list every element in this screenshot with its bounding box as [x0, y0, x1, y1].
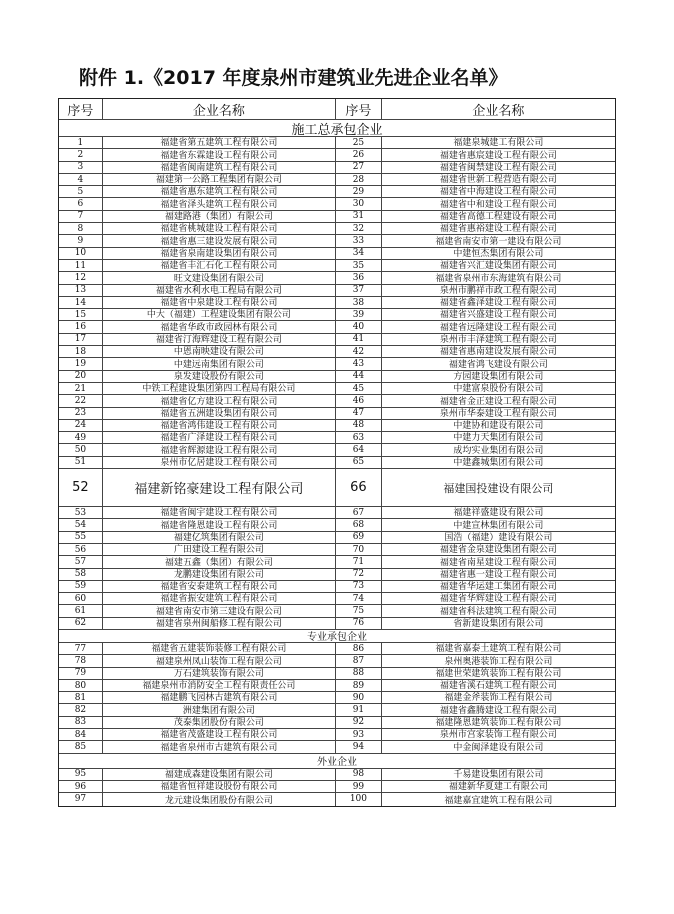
- table-row: [59, 507, 615, 519]
- row-number: 12: [59, 272, 103, 283]
- table-row: [59, 420, 615, 432]
- table-row: [59, 593, 615, 605]
- company-name: 福建省闽宇建设工程有限公司: [103, 507, 336, 518]
- company-name: 福建省安泰建筑工程有限公司: [103, 581, 336, 592]
- row-number: 49: [59, 432, 103, 443]
- company-name: 成均实业集团有限公司: [453, 445, 544, 456]
- row-number: 92: [336, 717, 382, 728]
- row-number: 15: [59, 309, 103, 320]
- row-number: 100: [336, 793, 382, 805]
- table-row: [59, 532, 615, 544]
- table-row: [59, 444, 615, 456]
- company-name: 福建省鑫腾建设工程有限公司: [439, 705, 557, 716]
- row-number: 16: [59, 321, 103, 332]
- row-number: 17: [59, 334, 103, 345]
- row-number: 88: [336, 668, 382, 679]
- table-row: [59, 717, 615, 729]
- row-number: 71: [336, 556, 382, 567]
- table-row: [59, 556, 615, 568]
- row-number: 22: [59, 395, 103, 406]
- table-row: [59, 668, 615, 680]
- company-name: 福建第一公路工程集团有限公司: [103, 174, 336, 185]
- table-row: [59, 285, 615, 297]
- row-number: 77: [59, 643, 103, 654]
- company-name: 福建省振安建筑工程有限公司: [103, 593, 336, 604]
- company-name: 万石建筑装饰有限公司: [103, 668, 336, 679]
- company-name: 龙元建设集团股份有限公司: [103, 793, 336, 805]
- table-row: [59, 544, 615, 556]
- company-name: 福建省中海建设工程有限公司: [439, 187, 557, 198]
- company-name: 福建省鸿伟建设工程有限公司: [103, 420, 336, 431]
- table-row: [59, 383, 615, 395]
- company-name: 泉州市宫家装饰工程有限公司: [439, 730, 557, 741]
- company-name: 福建世荣建筑装饰工程有限公司: [435, 668, 562, 679]
- company-name: 福建省广泽建设工程有限公司: [103, 432, 336, 443]
- row-number: 20: [59, 371, 103, 382]
- company-name: 中建协和建设有限公司: [453, 421, 544, 432]
- row-number: 31: [336, 211, 382, 222]
- row-number: 53: [59, 507, 103, 518]
- table-row: [59, 309, 615, 321]
- table-row: [59, 605, 615, 617]
- table-row: [59, 211, 615, 223]
- company-name: 福建省金泉建设集团有限公司: [439, 545, 557, 556]
- table-row: [59, 395, 615, 407]
- section-header: [59, 120, 615, 137]
- table-row: [59, 643, 615, 655]
- table-row: [59, 260, 615, 272]
- row-number: 68: [336, 519, 382, 530]
- row-number: 95: [59, 769, 103, 780]
- row-number: 82: [59, 704, 103, 715]
- company-name: 福建金斧装饰工程有限公司: [444, 693, 553, 704]
- company-name: 福建省泽头建筑工程有限公司: [103, 198, 336, 209]
- row-number: 85: [59, 741, 103, 752]
- row-number: 35: [336, 260, 382, 271]
- row-number: 36: [336, 272, 382, 283]
- header-name: 企业名称: [472, 103, 525, 119]
- company-name: 福建省南安市第一建设有限公司: [435, 236, 562, 247]
- row-number: 29: [336, 186, 382, 197]
- row-number: 24: [59, 420, 103, 431]
- row-number: 90: [336, 692, 382, 703]
- row-number: 25: [336, 137, 382, 148]
- row-number: 67: [336, 507, 382, 518]
- row-number: 45: [336, 383, 382, 394]
- company-name: 福建省南安市第三建设有限公司: [103, 605, 336, 616]
- row-number: 83: [59, 717, 103, 728]
- table-row: [59, 692, 615, 704]
- row-number: 78: [59, 655, 103, 666]
- row-number: 86: [336, 643, 382, 654]
- company-name: 福建隆恩建筑装饰工程有限公司: [435, 718, 562, 729]
- row-number: 60: [59, 593, 103, 604]
- company-name: 福建省泉州闽船修工程有限公司: [103, 618, 336, 629]
- company-name: 福建省惠宸建设工程有限公司: [439, 150, 557, 161]
- row-number: 28: [336, 174, 382, 185]
- row-number: 38: [336, 297, 382, 308]
- row-number: 34: [336, 248, 382, 259]
- section-title: 外业企业: [317, 757, 357, 769]
- row-number: 65: [336, 457, 382, 468]
- company-name: 福建省恒祥建设股份有限公司: [103, 781, 336, 792]
- row-number: 19: [59, 358, 103, 369]
- table-row: [59, 272, 615, 284]
- row-number: 7: [59, 211, 103, 222]
- table-row: [59, 149, 615, 161]
- row-number: 33: [336, 235, 382, 246]
- row-number: 93: [336, 729, 382, 740]
- row-number: 99: [336, 781, 382, 792]
- table-row: [59, 741, 615, 753]
- company-name: 福建省嘉泰土建筑工程有限公司: [435, 644, 562, 655]
- section-title: 专业承包企业: [307, 632, 367, 644]
- row-number: 75: [336, 605, 382, 616]
- company-name: 福建嘉宜建筑工程有限公司: [444, 795, 553, 806]
- company-name: 福建省金正建设工程有限公司: [439, 396, 557, 407]
- row-number: 76: [336, 618, 382, 629]
- row-number: 26: [336, 149, 382, 160]
- company-name: 中金闽泽建设有限公司: [453, 742, 544, 753]
- company-name: 福建省中泉建设工程有限公司: [103, 297, 336, 308]
- company-name: 广田建设工程有限公司: [103, 544, 336, 555]
- row-number: 40: [336, 321, 382, 332]
- company-name: 福建省南星建设工程有限公司: [439, 557, 557, 568]
- row-number: 13: [59, 285, 103, 296]
- table-row: [59, 371, 615, 383]
- row-number: 84: [59, 729, 103, 740]
- company-name: 福建省惠裕建设工程有限公司: [439, 224, 557, 235]
- section-title: 施工总承包企业: [291, 122, 383, 138]
- company-name: 泉州市丰泽建筑工程有限公司: [439, 335, 557, 346]
- row-number: 41: [336, 334, 382, 345]
- company-name: 福建新华夏建工有限公司: [448, 782, 548, 793]
- company-name: 福建省华政市政园林有限公司: [103, 321, 336, 332]
- company-name: 龙鹏建设集团有限公司: [103, 569, 336, 580]
- company-name: 中铁工程建设集团第四工程局有限公司: [103, 383, 336, 394]
- document-title: 附件 1.《2017 年度泉州市建筑业先进企业名单》: [79, 67, 508, 89]
- company-name: 福建省鑫泽建设工程有限公司: [439, 298, 557, 309]
- row-number: 69: [336, 532, 382, 543]
- row-number: 54: [59, 519, 103, 530]
- company-name: 福建省高德工程建设有限公司: [439, 212, 557, 223]
- table-row: [59, 769, 615, 781]
- row-number: 8: [59, 223, 103, 234]
- row-number: 46: [336, 395, 382, 406]
- row-number: 3: [59, 162, 103, 173]
- table-row: [59, 346, 615, 358]
- section-header: [59, 754, 615, 769]
- table-row: [59, 223, 615, 235]
- row-number: 30: [336, 198, 382, 209]
- header-no: 序号: [59, 99, 103, 119]
- company-name: 福建省兴汇建设集团有限公司: [439, 261, 557, 272]
- row-number: 58: [59, 569, 103, 580]
- row-number: 44: [336, 371, 382, 382]
- table-row: [59, 704, 615, 716]
- company-name: 中建富泉股份有限公司: [453, 384, 544, 395]
- company-name: 福建省桃城建设工程有限公司: [103, 223, 336, 234]
- table-row: [59, 297, 615, 309]
- row-number: 89: [336, 680, 382, 691]
- company-name: 方园建设集团有限公司: [453, 371, 544, 382]
- company-name: 中大（福建）工程建设集团有限公司: [103, 309, 336, 320]
- company-name: 泉州市鹏祥市政工程有限公司: [439, 285, 557, 296]
- company-name: 福建泉城建工有限公司: [453, 138, 544, 149]
- table-row: [59, 680, 615, 692]
- row-number: 23: [59, 408, 103, 419]
- table-row: [59, 781, 615, 793]
- company-name: 福建省泉州市古建筑有限公司: [103, 741, 336, 752]
- company-name: 福建省科法建筑工程有限公司: [439, 606, 557, 617]
- row-number: 64: [336, 444, 382, 455]
- row-number: 80: [59, 680, 103, 691]
- header-no: 序号: [336, 99, 382, 119]
- company-name: 福建省水利水电工程局有限公司: [103, 285, 336, 296]
- row-number: 94: [336, 741, 382, 752]
- row-number: 39: [336, 309, 382, 320]
- row-number: 97: [59, 793, 103, 805]
- table-row: [59, 358, 615, 370]
- company-name: 福建省兴盛建设工程有限公司: [439, 310, 557, 321]
- company-name: 福建省辉源建设工程有限公司: [103, 444, 336, 455]
- company-name: 福建省远隆建设工程有限公司: [439, 322, 557, 333]
- company-name: 泉发建设股份有限公司: [103, 371, 336, 382]
- company-name: 中建恒杰集团有限公司: [453, 248, 544, 259]
- company-name: 福建省泉州市东海建筑有限公司: [435, 273, 562, 284]
- company-name: 福建鹏飞园林古建筑有限公司: [103, 692, 336, 703]
- table-row: [59, 469, 615, 507]
- company-name: 福建亿筑集团有限公司: [103, 532, 336, 543]
- row-number: 5: [59, 186, 103, 197]
- table-row: [59, 655, 615, 667]
- row-number: 6: [59, 198, 103, 209]
- table-row: [59, 408, 615, 420]
- company-name: 福建省溪石建筑工程有限公司: [439, 681, 557, 692]
- company-name: 福建省世新工程营造有限公司: [439, 175, 557, 186]
- company-name: 福建省惠一建设工程有限公司: [439, 569, 557, 580]
- row-number: 57: [59, 556, 103, 567]
- company-name: 福建省汀海辉建设工程有限公司: [103, 334, 336, 345]
- company-name: 福建省五洲建设集团有限公司: [103, 408, 336, 419]
- row-number: 21: [59, 383, 103, 394]
- row-number: 11: [59, 260, 103, 271]
- company-name: 中恩南映建设有限公司: [103, 346, 336, 357]
- company-name: 福建省华运建工集团有限公司: [439, 582, 557, 593]
- company-name: 福建省鸿飞建设有限公司: [448, 359, 548, 370]
- row-number: 32: [336, 223, 382, 234]
- company-name: 福建国投建设有限公司: [443, 481, 554, 495]
- row-number: 66: [336, 469, 382, 506]
- row-number: 42: [336, 346, 382, 357]
- table-row: [59, 519, 615, 531]
- header-name: 企业名称: [103, 99, 336, 119]
- row-number: 10: [59, 248, 103, 259]
- company-name: 福建祥盛建设有限公司: [453, 508, 544, 519]
- table-row: [59, 162, 615, 174]
- row-number: 1: [59, 137, 103, 148]
- company-name: 福建省泉南建设集团有限公司: [103, 248, 336, 259]
- company-name: 福建五鑫（集团）有限公司: [103, 556, 336, 567]
- row-number: 43: [336, 358, 382, 369]
- table-row: [59, 793, 615, 805]
- section-header: [59, 630, 615, 643]
- company-name: 福建省第五建筑工程有限公司: [103, 137, 336, 148]
- company-name: 福建省中和建设工程有限公司: [439, 199, 557, 210]
- row-number: 96: [59, 781, 103, 792]
- company-name: 福建省惠三建设发展有限公司: [103, 235, 336, 246]
- table-row: [59, 432, 615, 444]
- company-name: 福建省惠南建设发展有限公司: [439, 347, 557, 358]
- row-number: 98: [336, 769, 382, 780]
- table-row: [59, 235, 615, 247]
- row-number: 50: [59, 444, 103, 455]
- row-number: 70: [336, 544, 382, 555]
- row-number: 9: [59, 235, 103, 246]
- company-name: 茂泰集团股份有限公司: [103, 717, 336, 728]
- company-name: 福建省丰汇石化工程有限公司: [103, 260, 336, 271]
- table-row: [59, 248, 615, 260]
- table-row: [59, 321, 615, 333]
- company-name: 旺文建设集团有限公司: [103, 272, 336, 283]
- row-number: 87: [336, 655, 382, 666]
- company-name: 中建远南集团有限公司: [103, 358, 336, 369]
- company-name: 福建省闽南建筑工程有限公司: [103, 162, 336, 173]
- company-name: 福建省隆恩建设工程有限公司: [103, 519, 336, 530]
- row-number: 14: [59, 297, 103, 308]
- row-number: 18: [59, 346, 103, 357]
- company-name: 福建省闽禁建设工程有限公司: [439, 162, 557, 173]
- table-header: [59, 99, 615, 120]
- company-name: 泉州市亿居建设工程有限公司: [103, 457, 336, 468]
- row-number: 52: [59, 469, 103, 506]
- company-name: 福建路港（集团）有限公司: [103, 211, 336, 222]
- company-name: 洲建集团有限公司: [103, 704, 336, 715]
- row-number: 2: [59, 149, 103, 160]
- table-row: [59, 581, 615, 593]
- row-number: 62: [59, 618, 103, 629]
- company-name: 中建宣林集团有限公司: [453, 520, 544, 531]
- row-number: 59: [59, 581, 103, 592]
- company-name: 泉州奥港装饰工程有限公司: [444, 656, 553, 667]
- company-name: 福建省东霖建设工程有限公司: [103, 149, 336, 160]
- row-number: 51: [59, 457, 103, 468]
- row-number: 79: [59, 668, 103, 679]
- table-row: [59, 457, 615, 469]
- table-row: [59, 334, 615, 346]
- table-row: [59, 174, 615, 186]
- row-number: 63: [336, 432, 382, 443]
- row-number: 55: [59, 532, 103, 543]
- row-number: 73: [336, 581, 382, 592]
- row-number: 72: [336, 569, 382, 580]
- company-name: 国浩（福建）建设有限公司: [444, 532, 553, 543]
- table-row: [59, 137, 615, 149]
- company-name: 中建鑫城集团有限公司: [453, 458, 544, 469]
- company-name: 千易建设集团有限公司: [453, 769, 544, 780]
- company-name: 福建省茂盛建设工程有限公司: [103, 729, 336, 740]
- table-row: [59, 729, 615, 741]
- row-number: 56: [59, 544, 103, 555]
- company-name: 福建省华辉建设工程有限公司: [439, 594, 557, 605]
- table-row: [59, 186, 615, 198]
- enterprise-table: [58, 98, 616, 807]
- company-name: 泉州市华泰建设工程有限公司: [439, 408, 557, 419]
- row-number: 74: [336, 593, 382, 604]
- company-name: 福建省惠东建筑工程有限公司: [103, 186, 336, 197]
- company-name: 福建泉州凤山装饰工程有限公司: [103, 655, 336, 666]
- company-name: 福建新铭豪建设工程有限公司: [103, 469, 336, 506]
- company-name: 福建省五建装饰装修工程有限公司: [103, 643, 336, 654]
- company-name: 福建成森建设集团有限公司: [103, 769, 336, 780]
- table-row: [59, 198, 615, 210]
- row-number: 47: [336, 408, 382, 419]
- row-number: 27: [336, 162, 382, 173]
- row-number: 91: [336, 704, 382, 715]
- row-number: 4: [59, 174, 103, 185]
- row-number: 48: [336, 420, 382, 431]
- table-row: [59, 569, 615, 581]
- row-number: 81: [59, 692, 103, 703]
- company-name: 省新建设集团有限公司: [453, 618, 544, 629]
- row-number: 37: [336, 285, 382, 296]
- company-name: 福建省亿方建设工程有限公司: [103, 395, 336, 406]
- company-name: 中建力天集团有限公司: [453, 433, 544, 444]
- company-name: 福建泉州市消防安全工程有限责任公司: [103, 680, 336, 691]
- row-number: 61: [59, 605, 103, 616]
